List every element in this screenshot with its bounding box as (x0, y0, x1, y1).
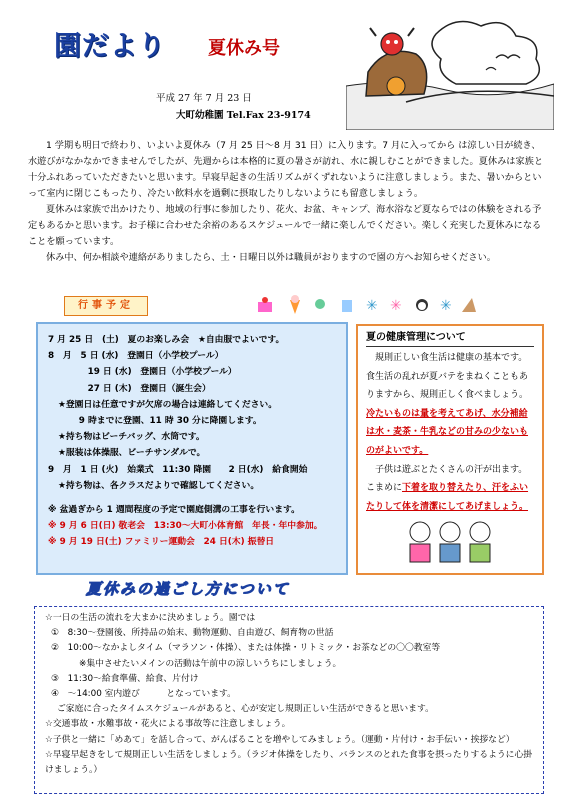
schedule-note: ※ 9 月 6 日(日) 敬老会 13:30〜大町小体育館 年長・年中参加。 (48, 521, 323, 532)
health-text: 子供は遊ぶとたくさんの汗が出ます。こまめに (366, 464, 528, 494)
schedule-box (36, 322, 348, 575)
intro-paragraph: 1 学期も明日で終わり、いよいよ夏休み（7 月 25 日〜8 月 31 日）に入ります。7 月に入ってから は涼しい日が続き、水遊びがなかなかできませんでしたが、先週からは本格的に夏の暑さが訪れ、水に親しむことができました。夏休みは家族と十分ふれあっていただきたいと思います。早寝早起きの生活リズムがくずれないように注意しましょう。また、暑いからといって室内に閉じこもったり、冷たい飲料水を過剰に摂取したりしないようにも留意しましょう。 (28, 140, 544, 199)
health-text: 規則正しい食生活は健康の基本です。食生活の乱れが夏バテをまねくこともありますから、規則正しく食べましょう。 (366, 353, 529, 401)
children-illustration (395, 518, 505, 576)
schedule-row: 8 月 5 日 (水) 登園日（小学校プール） (48, 351, 224, 362)
summer-line: ② 10:00〜なかよしタイム（マラソン・体操）、または体操・リトミック・お茶などの〇〇教室等 (51, 643, 441, 654)
issue-date: 平成 27 年 7 月 23 日 (156, 93, 252, 104)
school-contact: 大町幼稚園 Tel.Fax 23-9174 (176, 110, 311, 121)
schedule-row: 27 日 (木) 登園日（誕生会） (70, 383, 211, 394)
intro-paragraph: 休み中、何か相談や連絡がありましたら、土・日曜日以外は職員がおりますので園の方へお知らせください。 (46, 252, 496, 263)
svg-text:✳: ✳ (390, 298, 402, 314)
beach-crab-illustration (346, 14, 554, 130)
summer-line: ご家庭に合ったタイムスケジュールがあると、心が安定し規則正しい生活ができると思います。 (57, 704, 434, 715)
health-highlight: 冷たいものは量を考えてあげ、水分補給は水・麦茶・牛乳などの甘みの少ないものがよいです。 (366, 408, 529, 456)
schedule-note: ※ 盆過ぎから 1 週間程度の予定で園庭側溝の工事を行います。 (48, 505, 300, 516)
svg-text:✳: ✳ (440, 298, 452, 314)
intro-paragraph: 夏休みは家族で出かけたり、地域の行事に参加したり、花火、お盆、キャンプ、海水浴など夏ならではの体験をされる予定もあるかと思います。お子様に合わせた余裕のあるスケジュールで一緒に楽しんでください。楽しく充実した夏休みになることを願っています。 (28, 204, 542, 247)
schedule-row: 19 日 (水) 登園日（小学校プール） (70, 367, 237, 378)
summer-guidance-box (34, 606, 544, 794)
summer-line: ☆一日の生活の流れを大まかに決めましょう。園では (45, 613, 256, 623)
schedule-row: 9 時までに登園、11 時 30 分に降園します。 (70, 416, 262, 427)
schedule-row: ★服装は体操服、ビーチサンダルで。 (58, 448, 206, 459)
schedule-row: ★持ち物はビーチバッグ、水筒です。 (58, 432, 205, 443)
issue-subtitle: 夏休み号 (208, 38, 280, 59)
summer-line: ④ 〜14:00 室内遊び となっています。 (51, 689, 236, 700)
schedule-row: 7 月 25 日 (土) 夏のお楽しみ会 ★自由服でよいです。 (48, 335, 285, 345)
health-title: 夏の健康管理について (366, 330, 534, 347)
summer-line: ① 8:30〜登園後、所持品の始末、動物運動、自由遊び、飼育物の世話 (51, 628, 334, 639)
svg-text:✳: ✳ (366, 298, 378, 314)
health-box (356, 324, 544, 575)
schedule-note: ※ 9 月 19 日(土) ファミリー運動会 24 日(木) 振替日 (48, 537, 275, 548)
summer-line: ☆子供と一緒に「めあて」を話し合って、がんばることを増やしてみましょう。（運動・片付け・お手伝い・挨拶など） (45, 734, 515, 745)
schedule-row: ★登園日は任意ですが欠席の場合は連絡してください。 (58, 399, 278, 410)
summer-line: ③ 11:30〜給食準備、給食、片付け (51, 673, 199, 684)
summer-line: ☆早寝早起きをして規則正しい生活をしましょう。（ラジオ体操をしたり、バランスのとれた食事を摂ったりするように心掛けましょう。） (45, 749, 533, 776)
summer-section-title: 夏休みの過ごし方について (86, 580, 290, 598)
summer-decoration-icons (240, 292, 490, 318)
intro-text (28, 138, 548, 266)
schedule-row: ★持ち物は、各クラスだよりで確認してください。 (58, 480, 260, 491)
summer-line: ※集中させたいメインの活動は午前中の涼しいうちにしましょう。 (79, 658, 342, 669)
schedule-heading: 行事予定 (64, 296, 148, 316)
newsletter-title: 園だより (54, 31, 166, 62)
schedule-row: 9 月 1 日 (火) 始業式 11:30 降園 2 日(水) 給食開始 (48, 464, 308, 475)
summer-line: ☆交通事故・水難事故・花火による事故等に注意しましょう。 (45, 719, 291, 730)
health-highlight: 下着を取り替えたり、汗をふいたりして体を清潔にしてあげましょう。 (366, 483, 529, 512)
